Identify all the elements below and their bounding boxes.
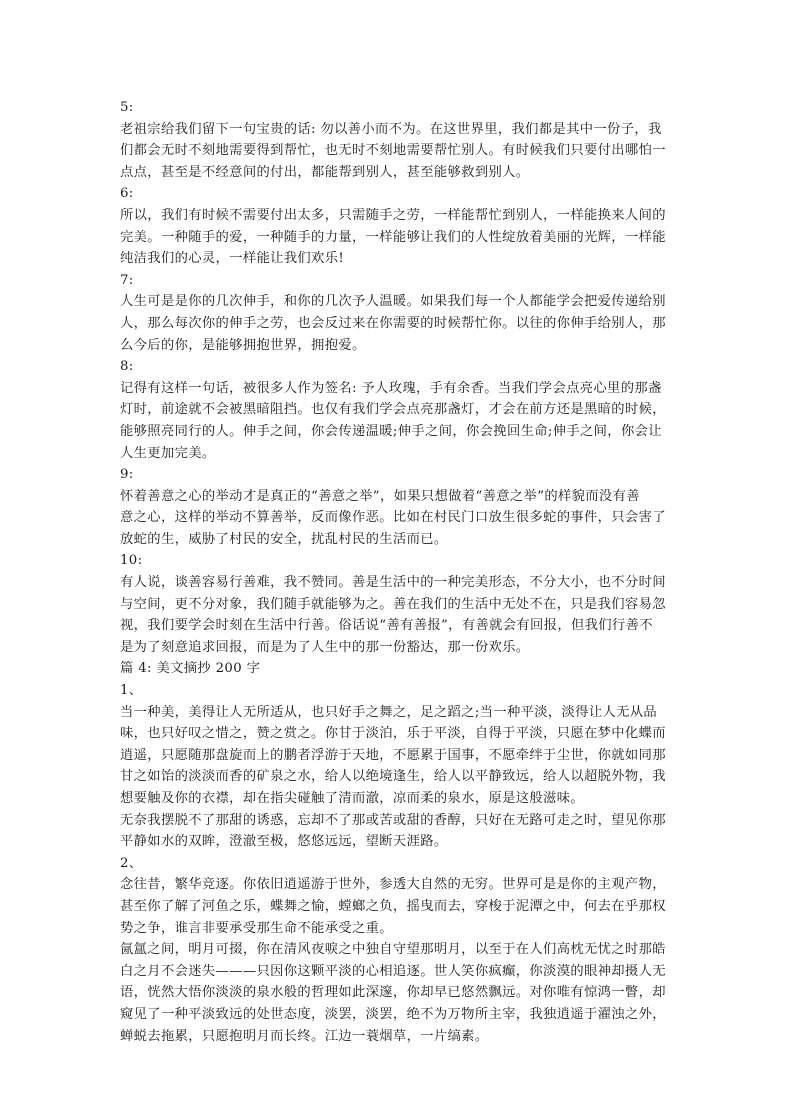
text-line: 能够照亮同行的人。伸手之间，你会传递温暖;伸手之间，你会挽回生命;伸手之间，你会让 [120,423,662,439]
text-line: 人生可是是你的几次伸手，和你的几次予人温暖。如果我们每一个人都能学会把爱传递给别 [120,294,666,310]
text-line: 有人说，谈善容易行善难，我不赞同。善是生活中的一种完美形态，不分大小，也不分时间 [120,575,666,591]
text-line: 视，我们要学会时刻在生活中行善。俗话说“善有善报”，有善就会有回报，但我们行善不 [120,618,653,634]
text-line: 无奈我摆脱不了那甜的诱惑，忘却不了那或苦或甜的香醇，只好在无路可走之时，望见你那 [120,812,666,828]
section-heading [120,658,676,680]
text-line: 语，恍然大悟你淡淡的泉水般的哲理如此深邃，你却早已悠然飘远。对你唯有惊鸿一瞥，却 [120,985,666,1001]
text-line: 是为了刻意追求回报，而是为了人生中的那一份豁达，那一份欢乐。 [120,639,530,655]
text-line: 们都会无时不刻地需要得到帮忙，也无时不刻地需要帮忙别人。有时候我们只要付出哪怕一 [120,143,666,159]
text-line: 意之心，这样的举动不算善举，反而像作恶。比如在村民门口放生很多蛇的事件，只会害了 [120,510,666,526]
text-line: 当一种美，美得让人无所适从，也只好手之舞之，足之蹈之;当一种平淡，淡得让人无从品 [120,704,658,720]
text-line: 怀着善意之心的举动才是真正的“善意之举”，如果只想做着“善意之举”的样貌而没有善 [120,488,640,504]
section-heading [120,97,676,119]
text-line: 想要触及你的衣襟，却在指尖碰触了清而澈，凉而柔的泉水，原是这般滋味。 [120,791,584,806]
text-line: 势之争，谁言非要承受那生命不能承受之重。 [120,920,393,936]
paragraph [120,939,676,1047]
text-line: 蝉蜕去拖累，只愿抱明月而长终。江边一蓑烟草，一片缟素。 [120,1028,489,1044]
text-line: 10: [120,553,143,569]
paragraph [120,810,676,853]
section-heading [120,183,676,205]
section-heading [120,356,676,378]
text-line: 味，也只好叹之惜之，赞之赏之。你甘于淡泊，乐于平淡，自得于平淡，只愿在梦中化蝶而 [120,726,666,742]
paragraph [120,205,676,270]
paragraph [120,291,676,356]
section-heading [120,270,676,292]
text-line: 与空间，更不分对象，我们随手就能够为之。善在我们的生活中无处不在，只是我们容易忽 [120,596,666,612]
section-heading [120,853,676,875]
paragraph [120,119,676,184]
paragraph [120,702,676,810]
text-line: 所以，我们有时候不需要付出太多，只需随手之劳，一样能帮忙到别人，一样能换来人间的 [120,207,666,223]
text-line: 篇 4: 美文摘抄 200 字 [120,661,261,677]
text-line: 人，那么每次你的伸手之劳，也会反过来在你需要的时候帮忙你。以往的你伸手给别人，那 [120,315,666,331]
text-line: 人生更加完美。 [120,445,216,461]
text-line: 平静如水的双眸，澄澈至极，悠悠远远，望断天涯路。 [120,834,448,850]
text-line: 7: [120,272,134,288]
section-heading [120,550,676,572]
text-line: 1、 [120,683,143,699]
text-line: 甘之如饴的淡淡而香的矿泉之水，给人以绝境逢生，给人以平静致远，给人以超脱外物，我 [120,769,666,785]
document-body [120,97,676,1047]
text-line: 窥见了一种平淡致远的处世态度，淡罢，淡罢，绝不为万物所主宰，我独逍遥于濯浊之外， [120,1006,666,1022]
text-line: 完美。一种随手的爱，一种随手的力量，一样能够让我们的人性绽放着美丽的光辉，一样能 [120,229,666,245]
text-line: 6: [120,186,134,202]
text-line: 甚至你了解了河鱼之乐，蝶舞之愉，螳螂之负，摇曳而去，穿梭于泥潭之中，何去在乎那权 [120,898,666,914]
paragraph [120,572,676,658]
paragraph [120,874,676,939]
paragraph [120,486,676,551]
text-line: 灯时，前途就不会被黑暗阻挡。也仅有我们学会点亮那盏灯，才会在前方还是黑暗的时候， [120,402,666,418]
text-line: 么今后的你，是能够拥抱世界，拥抱爱。 [120,337,366,353]
text-line: 老祖宗给我们留下一句宝贵的话: 勿以善小而不为。在这世界里，我们都是其中一份子，我 [120,121,662,137]
text-line: 记得有这样一句话，被很多人作为签名: 予人玫瑰，手有余香。当我们学会点亮心里的那盏 [120,380,662,396]
text-line: 白之月不会迷失———只因你这颗平淡的心相追逐。世人笑你疯癫，你淡漠的眼神却摄人无 [120,963,666,979]
paragraph [120,378,676,464]
text-line: 8: [120,359,134,375]
section-heading [120,464,676,486]
text-line: 9: [120,467,134,483]
text-line: 点点，甚至是不经意间的付出，都能帮到别人，甚至能够救到别人。 [120,164,530,180]
text-line: 5: [120,100,134,115]
section-heading [120,680,676,702]
text-line: 念往昔，繁华竞逐。你依旧逍遥游于世外，参透大自然的无穷。世界可是是你的主观产物， [120,877,666,893]
text-line: 氤氲之间，明月可掇，你在清风夜唳之中独自守望那明月，以至于在人们高枕无忧之时那皓 [120,942,666,958]
text-line: 逍遥，只愿随那盘旋而上的鹏者浮游于天地，不愿累于国事，不愿牵绊于尘世，你就如同那 [120,747,666,763]
text-line: 2、 [120,855,143,871]
text-line: 放蛇的生，威胁了村民的安全，扰乱村民的生活而已。 [120,531,448,547]
text-line: 纯洁我们的心灵，一样能让我们欢乐! [120,251,345,267]
